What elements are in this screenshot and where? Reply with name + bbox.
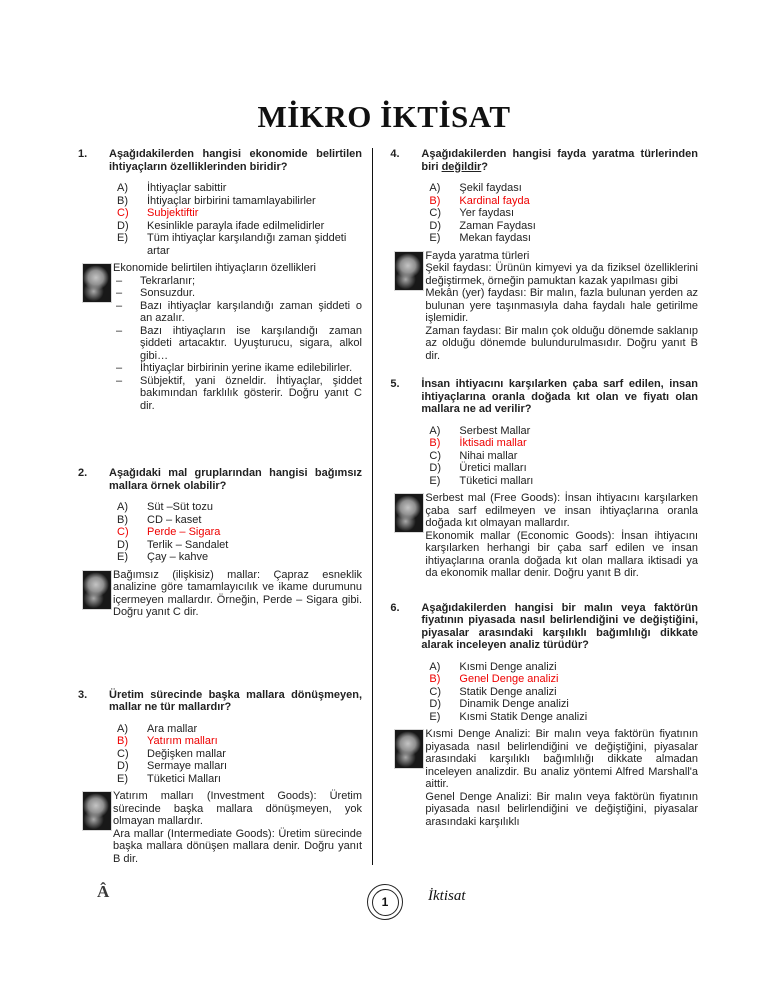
option-row: [75, 195, 362, 208]
explanation-paragraph: Mekân (yer) faydası: Bir malın, fazla bulunan yerden az bulunan yere taşınmasıyla daha faydalı hale getirilme işlemidir.: [425, 287, 698, 324]
option-letter: B): [429, 194, 441, 207]
option-row: [387, 232, 698, 245]
question-number: 1.: [78, 148, 88, 160]
option-text: Serbest Mallar: [459, 424, 531, 437]
option-text: CD – kaset: [147, 513, 202, 526]
option-text: Sermaye malları: [147, 760, 228, 772]
option-letter: B): [429, 437, 441, 449]
explanation-paragraph: Şekil faydası: Ürünün kimyevi ya da fiziksel özelliklerini değiştirmek, örneğin pamuktan kazak yapılması gibi: [425, 262, 698, 287]
explainer-photo-icon: [83, 792, 111, 830]
option-row: [75, 220, 362, 233]
question-6: [387, 602, 698, 829]
option-letter: A): [117, 501, 128, 513]
bullet-row: [113, 375, 362, 413]
bullet-text: İhtiyaçlar birbirinin yerine ikame edilebilirler.: [140, 362, 353, 374]
option-letter: A): [429, 182, 441, 194]
explanation-paragraph: Serbest mal (Free Goods): İnsan ihtiyacını karşılarken çaba sarf edilmeyen ve insan ihtiyaçlarına oranla doğada kıt olmayan mallardır.: [425, 492, 698, 529]
option-letter: E): [429, 232, 441, 244]
option-row: [387, 425, 698, 438]
question-text-prefix: Aşağıdakilerden hangisi fayda yaratma türlerinden biri: [421, 148, 698, 173]
option-row: [387, 207, 698, 220]
option-text: Ara mallar: [147, 722, 198, 735]
option-row: [75, 182, 362, 195]
question-number: 3.: [78, 688, 88, 701]
bullet-text: Sonsuzdur.: [140, 287, 196, 299]
question-head: [387, 148, 698, 173]
option-text: Yatırım malları: [147, 735, 218, 747]
option-row: [387, 711, 698, 724]
option-letter: C): [117, 526, 129, 538]
option-letter: C): [429, 685, 441, 698]
option-text: Üretici malları: [459, 462, 527, 474]
option-letter: B): [117, 735, 128, 747]
option-row-correct: [387, 673, 698, 686]
option-letter: E): [429, 474, 441, 487]
option-row: [387, 475, 698, 488]
option-text: Çay – kahve: [147, 551, 209, 563]
option-row: [75, 501, 362, 514]
question-number: 6.: [390, 601, 400, 614]
option-letter: A): [117, 182, 128, 194]
question-text-suffix: ?: [481, 160, 489, 173]
page-number-badge: [367, 884, 403, 920]
option-row: [387, 462, 698, 475]
option-letter: C): [429, 207, 441, 219]
explanation-paragraph: Bağımsız (ilişkisiz) mallar: Çapraz esneklik analizine göre tamamlayıcılık ve ikame durumunu içermeyen mallardır. Örneğin, Perde – Sigara gibi. Doğru yanıt C dir.: [113, 568, 362, 618]
option-row: [387, 661, 698, 674]
option-text: Subjektiftir: [147, 207, 199, 219]
question-text: İnsan ihtiyacını karşılarken çaba sarf edilen, insan ihtiyaçlarına oranla doğada kıt olan ve fiyatı olan mallara ne ad verilir?: [421, 378, 698, 415]
option-row: [75, 514, 362, 527]
question-text: Aşağıdaki mal gruplarından hangisi bağımsız mallara örnek olabilir?: [109, 467, 362, 492]
option-text: İktisadi mallar: [459, 437, 527, 449]
bullet-text: Bazı ihtiyaçların ise karşılandığı zaman şiddeti artacaktır. Uyuşturucu, sigara, alkol gibi…: [140, 324, 362, 362]
explainer-photo-icon: [83, 264, 111, 302]
option-text: Tüketici Malları: [147, 772, 221, 785]
options-list: [75, 182, 362, 257]
bullet-row: [113, 325, 362, 363]
options-list: [75, 723, 362, 786]
question-text: Aşağıdakilerden hangisi bir malın veya faktörün fiyatının piyasada nasıl belirlendiğini ve değiştiğini, piyasalar arasındaki karşılıklı bağımlılığı dikkate alarak inceleyen analiz türüdür?: [421, 601, 698, 651]
option-text: Şekil faydası: [459, 182, 522, 194]
bullet-dash: –: [116, 299, 123, 312]
option-text: Tüm ihtiyaçlar karşılandığı zaman şiddeti artar: [147, 232, 347, 257]
question-2: [75, 467, 362, 619]
option-text: Zaman Faydası: [459, 219, 536, 232]
option-letter: C): [429, 449, 441, 462]
explanation: [75, 790, 362, 865]
explanation-intro: Ekonomide belirtilen ihtiyaçların özellikleri: [113, 262, 316, 274]
explanation-paragraph: Ara mallar (Intermediate Goods): Üretim sürecinde başka mallara dönüşen mallara denir. Doğru yanıt B dir.: [113, 827, 362, 865]
option-row: [75, 232, 362, 257]
option-letter: D): [429, 462, 441, 474]
option-row-correct: [75, 526, 362, 539]
question-text: Aşağıdakilerden hangisi ekonomide belirtilen ihtiyaçların özelliklerinden biridir?: [109, 148, 362, 173]
option-row-correct: [387, 437, 698, 450]
option-row: [75, 773, 362, 786]
explanation: [387, 492, 698, 580]
option-letter: E): [117, 772, 128, 785]
question-head: [75, 467, 362, 492]
bullet-dash: –: [116, 362, 123, 374]
question-3: [75, 689, 362, 866]
option-text: İhtiyaçlar sabittir: [147, 182, 227, 194]
explainer-photo-icon: [395, 730, 423, 768]
option-text: Süt –Süt tozu: [147, 501, 214, 513]
explanation-paragraph: Ekonomik mallar (Economic Goods): İnsan ihtiyacını karşılarken herhangi bir çaba sarf edilen ve insan ihtiyaçlarına oranla doğada kıt olan mallara iktisadi ya da ekonomik mallar denir. Doğru yanıt B dir.: [425, 529, 698, 579]
bullet-row: [113, 362, 362, 375]
option-text: Kesinlikle parayla ifade edilmelidirler: [147, 219, 325, 232]
options-list: [387, 182, 698, 245]
bullet-text: Bazı ihtiyaçlar karşılandığı zaman şiddeti o an azalır.: [140, 299, 362, 324]
option-row-correct: [75, 207, 362, 220]
question-head: [387, 378, 698, 416]
explanation-paragraph: Yatırım malları (Investment Goods): Üretim sürecinde başka mallara dönüşmeyen, yok olmayan mallardır.: [113, 790, 362, 827]
option-row: [387, 220, 698, 233]
bullet-row: [113, 287, 362, 300]
options-list: [387, 425, 698, 488]
option-text: Nihai mallar: [459, 449, 518, 462]
explanation-paragraph: Zaman faydası: Bir malın çok olduğu dönemde saklanıp az olduğu dönemde bulundurulmasıdır. Doğru yanıt B dir.: [425, 324, 698, 362]
question-head: [75, 148, 362, 173]
question-1: [75, 148, 362, 412]
page-title: MİKRO İKTİSAT: [257, 99, 511, 134]
option-text: Dinamik Denge analizi: [459, 698, 569, 710]
column-divider-rule: [372, 148, 373, 865]
bullet-dash: –: [116, 324, 123, 337]
question-head: [387, 602, 698, 652]
explanation: [387, 250, 698, 363]
explainer-photo-icon: [395, 494, 423, 532]
option-letter: E): [117, 551, 128, 563]
option-row: [387, 686, 698, 699]
option-letter: C): [117, 207, 129, 219]
option-letter: C): [117, 747, 129, 760]
explanation: [75, 569, 362, 619]
bullet-row: [113, 275, 362, 288]
explanation-paragraph: Kısmi Denge Analizi: Bir malın veya faktörün fiyatının piyasada nasıl belirlendiğini ve değiştiğini, piyasalar arasındaki karşılıklı bağımlılığı dikkate almadan inceleyen analizdir. Bu analiz yöntemi Alfred Marshall'a aittir.: [425, 728, 698, 790]
option-letter: D): [117, 538, 129, 551]
option-row: [387, 698, 698, 711]
option-text: Kardinal fayda: [459, 194, 530, 207]
page-number: 1: [372, 889, 399, 916]
column-left: [75, 148, 362, 865]
question-head: [75, 689, 362, 714]
option-letter: D): [429, 219, 441, 232]
two-column-layout: [75, 148, 698, 865]
option-row: [75, 551, 362, 564]
option-row-correct: [387, 195, 698, 208]
option-row-correct: [75, 735, 362, 748]
option-letter: A): [117, 722, 128, 735]
option-letter: A): [429, 424, 441, 437]
option-text: Terlik – Sandalet: [147, 538, 229, 551]
question-4: [387, 148, 698, 362]
options-list: [75, 501, 362, 564]
option-letter: D): [429, 698, 441, 710]
option-letter: D): [117, 760, 129, 772]
option-row: [75, 760, 362, 773]
option-row: [75, 539, 362, 552]
option-text: Genel Denge analizi: [459, 673, 559, 685]
question-text: [421, 148, 698, 173]
options-list: [387, 661, 698, 724]
option-row: [387, 450, 698, 463]
bullet-row: [113, 300, 362, 325]
column-right: [387, 148, 698, 865]
explanation: [387, 728, 698, 828]
bullet-dash: –: [116, 287, 123, 299]
option-text: Perde – Sigara: [147, 526, 221, 538]
option-text: Yer faydası: [459, 207, 515, 219]
option-text: Kısmi Denge analizi: [459, 660, 557, 673]
option-text: Tüketici malları: [459, 474, 534, 487]
question-number: 5.: [390, 378, 400, 390]
explanation: [75, 262, 362, 412]
option-letter: D): [117, 219, 129, 232]
bullet-dash: –: [116, 274, 123, 287]
option-row: [75, 723, 362, 736]
explanation-paragraph: Genel Denge Analizi: Bir malın veya faktörün fiyatının piyasada nasıl belirlendiğini ve değiştiğini, piyasalar arasındaki karşılıklı: [425, 790, 698, 828]
bullet-dash: –: [116, 374, 123, 387]
question-number: 2.: [78, 467, 88, 479]
option-letter: B): [117, 194, 128, 207]
option-letter: B): [429, 673, 441, 685]
option-letter: A): [429, 660, 441, 673]
explainer-photo-icon: [395, 252, 423, 290]
question-5: [387, 378, 698, 580]
bullet-text: Tekrarlanır;: [140, 274, 196, 287]
footer-course-label: İktisat: [428, 888, 466, 904]
option-text: Kısmi Statik Denge analizi: [459, 710, 588, 723]
option-row: [75, 748, 362, 761]
explanation-paragraph: Fayda yaratma türleri: [425, 249, 530, 262]
option-text: İhtiyaçlar birbirini tamamlayabilirler: [147, 194, 316, 207]
option-text: Mekan faydası: [459, 232, 531, 244]
explainer-photo-icon: [83, 571, 111, 609]
question-text: Üretim sürecinde başka mallara dönüşmeyen, mallar ne tür mallardır?: [109, 688, 362, 713]
publisher-logo-icon: Â: [97, 882, 109, 901]
question-number: 4.: [390, 148, 400, 160]
question-text-underlined: değildir: [441, 160, 482, 173]
option-letter: B): [117, 513, 128, 526]
option-row: [387, 182, 698, 195]
option-text: Statik Denge analizi: [459, 685, 557, 698]
option-letter: E): [429, 710, 441, 723]
bullet-text: Sübjektif, yani özneldir. İhtiyaçlar, şiddet bakımından farklılık gösterir. Doğru yanıt C dir.: [140, 374, 362, 412]
option-text: Değişken mallar: [147, 747, 226, 760]
option-letter: E): [117, 232, 128, 244]
